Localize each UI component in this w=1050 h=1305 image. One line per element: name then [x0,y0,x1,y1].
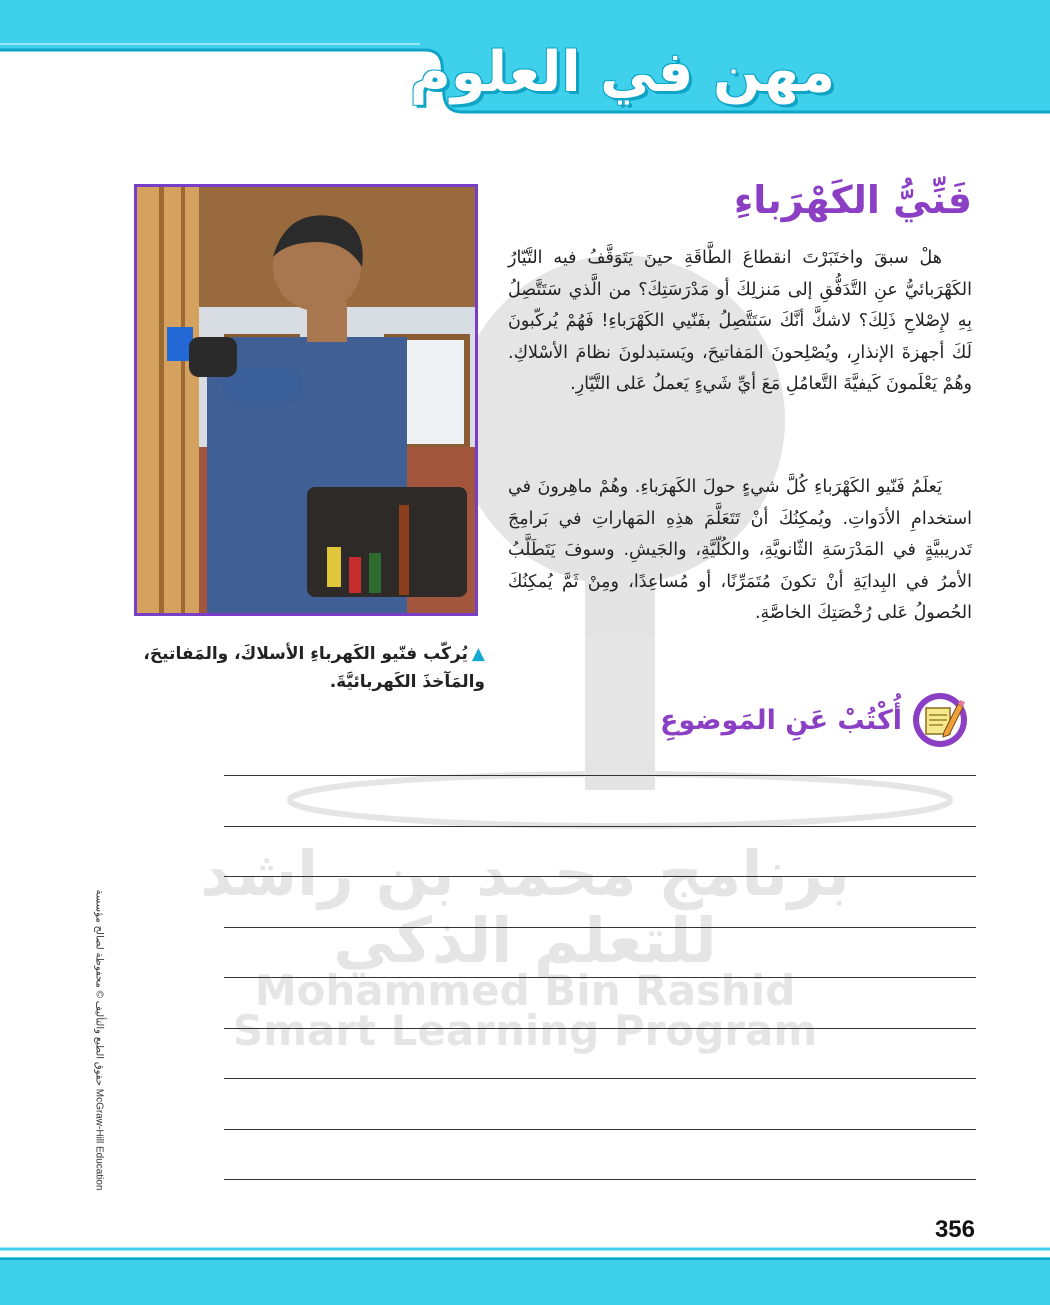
writing-line[interactable] [224,876,976,877]
watermark-arabic-line1: برنامج محمد بن راشد [200,837,850,910]
footer-band [0,1245,1050,1305]
writing-line[interactable] [224,1129,976,1130]
writing-line[interactable] [224,977,976,978]
write-section-label: أُكْتُبْ عَنِ المَوضوعِ [660,704,902,736]
electrician-photo [134,184,478,616]
photo-caption [140,640,485,696]
writing-line[interactable] [224,1028,976,1029]
writing-line[interactable] [224,1179,976,1180]
article-paragraph-2: يَعلَمُ فَنّيو الكَهْرَباءِ كُلَّ شيءٍ حولَ الكَهرَباءِ. وهُمْ ماهِرونَ في استخدامِ الأدَواتِ. ويُمكِنُكَ أنْ تَتَعَلَّمَ هذِهِ المَهاراتِ في بَرامِجَ تَدريبيَّةٍ في المَدْرَسَةِ الثّانويَّةِ، والكُلّيَّةِ، والجَيشِ. وسوفَ يَتَطَلَّبُ الأمرُ في البِدايَةِ أنْ تكونَ مُتَمَرِّنًا، أو مُساعِدًا، ومِنْ ثَمَّ يُمكِنُكَ الحُصولُ عَلى رُخْصَتِكَ الخاصَّةِ. [508,477,972,623]
watermark-english-line1: Mohammed Bin Rashid [254,966,796,1015]
writing-line[interactable] [224,927,976,928]
page-section-title: مهن في العلوم [409,40,835,105]
copyright-credit: حقوق الطبع والتأليف © محفوظة لصالح مؤسسة McGraw-Hill Education [93,889,105,1191]
pencil-notepad-icon [910,690,970,750]
article-paragraph-1: هلْ سبقَ واختَبَرْتَ انقطاعَ الطَّاقَةِ حينَ يَتَوَقَّفُ فيه التَّيّارُ الكَهْرَبائيُّ عنِ التَّدَفُّقِ إلى مَنزلِكَ أو مَدْرَسَتِكَ؟ من الَّذي سَتَتَّصِلُ بِهِ لإِصْلاحِ ذَلِكَ؟ لاشكَّ أنَّكَ سَتَتَّصِلُ بفَنّيي الكَهْرَباءِ! فَهُمْ يُركّبونَ لَكَ أجهزةَ الإنذارِ، ويُصْلِحونَ المَفاتيحَ، ويَستبدلونَ نظامَ الأسْلاكِ. وهُمْ يَعْلَمونَ كَيفيَّةَ التَّعامُلِ مَعَ أيِّ شَيءٍ يَعملُ عَلى التَّيّارِ. [508,248,972,394]
photo-caption-text: يُركّب فنّيو الكَهرباءِ الأسلاكَ، والمَفاتيحَ، والمَآخذَ الكَهربائيَّةَ. [143,644,485,692]
article-title: فَنِّيُّ الكَهْرَباءِ [733,178,972,222]
watermark-english-line2: Smart Learning Program [232,1006,818,1055]
watermark-arabic-line2: للتعلم الذكي [333,904,717,977]
writing-line[interactable] [224,775,976,776]
page-number: 356 [934,1216,975,1243]
writing-line[interactable] [224,826,976,827]
caption-marker-icon: ▲ [471,644,485,664]
writing-lines[interactable] [224,775,976,1230]
writing-line[interactable] [224,1078,976,1079]
write-section-heading [660,690,970,750]
